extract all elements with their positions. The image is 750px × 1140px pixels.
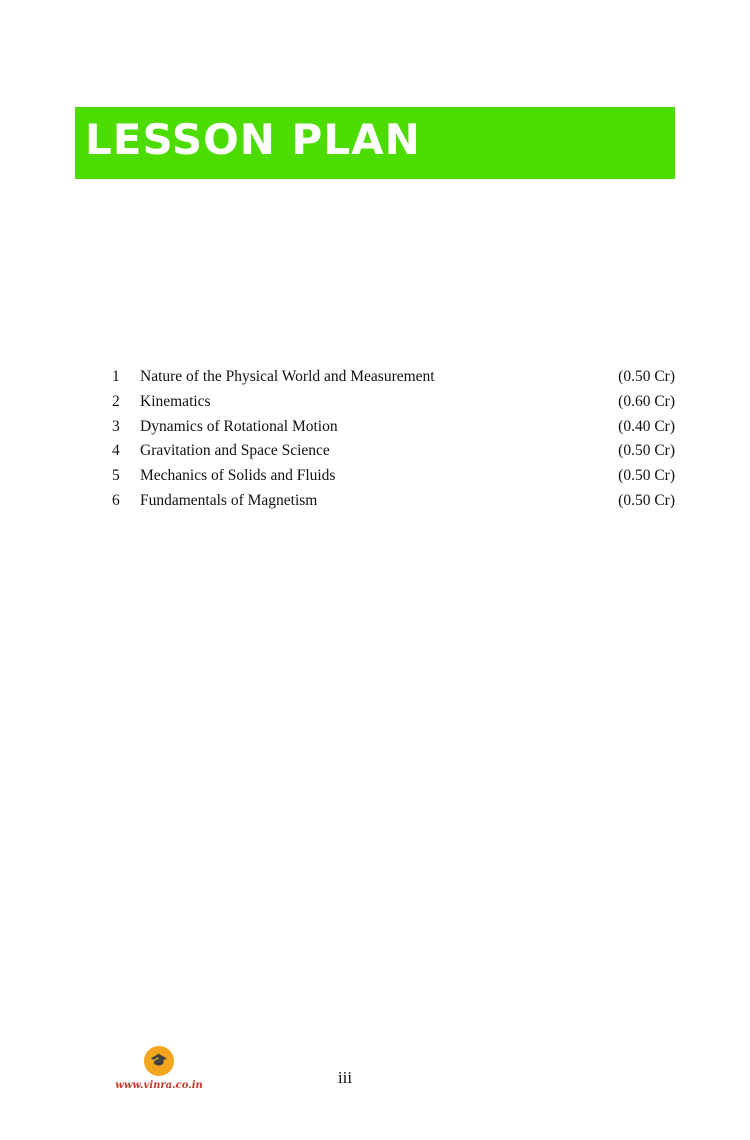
lesson-credits: (0.40 Cr) bbox=[618, 417, 675, 435]
list-item bbox=[112, 492, 675, 517]
lesson-title: Dynamics of Rotational Motion bbox=[140, 417, 338, 435]
page-title: LESSON PLAN bbox=[85, 115, 421, 164]
list-item bbox=[112, 442, 675, 467]
lesson-credits: (0.50 Cr) bbox=[618, 368, 675, 385]
lesson-title: Fundamentals of Magnetism bbox=[140, 491, 318, 509]
page-number: iii bbox=[337, 1068, 353, 1087]
lesson-title: Nature of the Physical World and Measurement bbox=[140, 368, 435, 385]
graduation-cap-icon: 🎓 bbox=[144, 1046, 174, 1076]
lesson-credits: (0.50 Cr) bbox=[618, 467, 675, 485]
lesson-number: 3 bbox=[112, 417, 120, 435]
publisher-website: www.vinra.co.in bbox=[115, 1080, 203, 1091]
lesson-number: 6 bbox=[112, 491, 120, 509]
lesson-plan-banner bbox=[75, 107, 675, 179]
list-item bbox=[112, 418, 675, 443]
lesson-credits: (0.60 Cr) bbox=[618, 392, 675, 410]
lesson-number: 1 bbox=[112, 368, 120, 385]
lesson-credits: (0.50 Cr) bbox=[618, 491, 675, 509]
list-item bbox=[112, 368, 675, 393]
lesson-title: Kinematics bbox=[140, 392, 211, 410]
lesson-number: 2 bbox=[112, 392, 120, 410]
lesson-number: 4 bbox=[112, 442, 120, 460]
list-item bbox=[112, 393, 675, 418]
lesson-title: Gravitation and Space Science bbox=[140, 442, 330, 460]
lesson-credits: (0.50 Cr) bbox=[618, 442, 675, 460]
lesson-number: 5 bbox=[112, 467, 120, 485]
lesson-title: Mechanics of Solids and Fluids bbox=[140, 467, 336, 485]
lesson-list bbox=[112, 368, 675, 517]
list-item bbox=[112, 467, 675, 492]
